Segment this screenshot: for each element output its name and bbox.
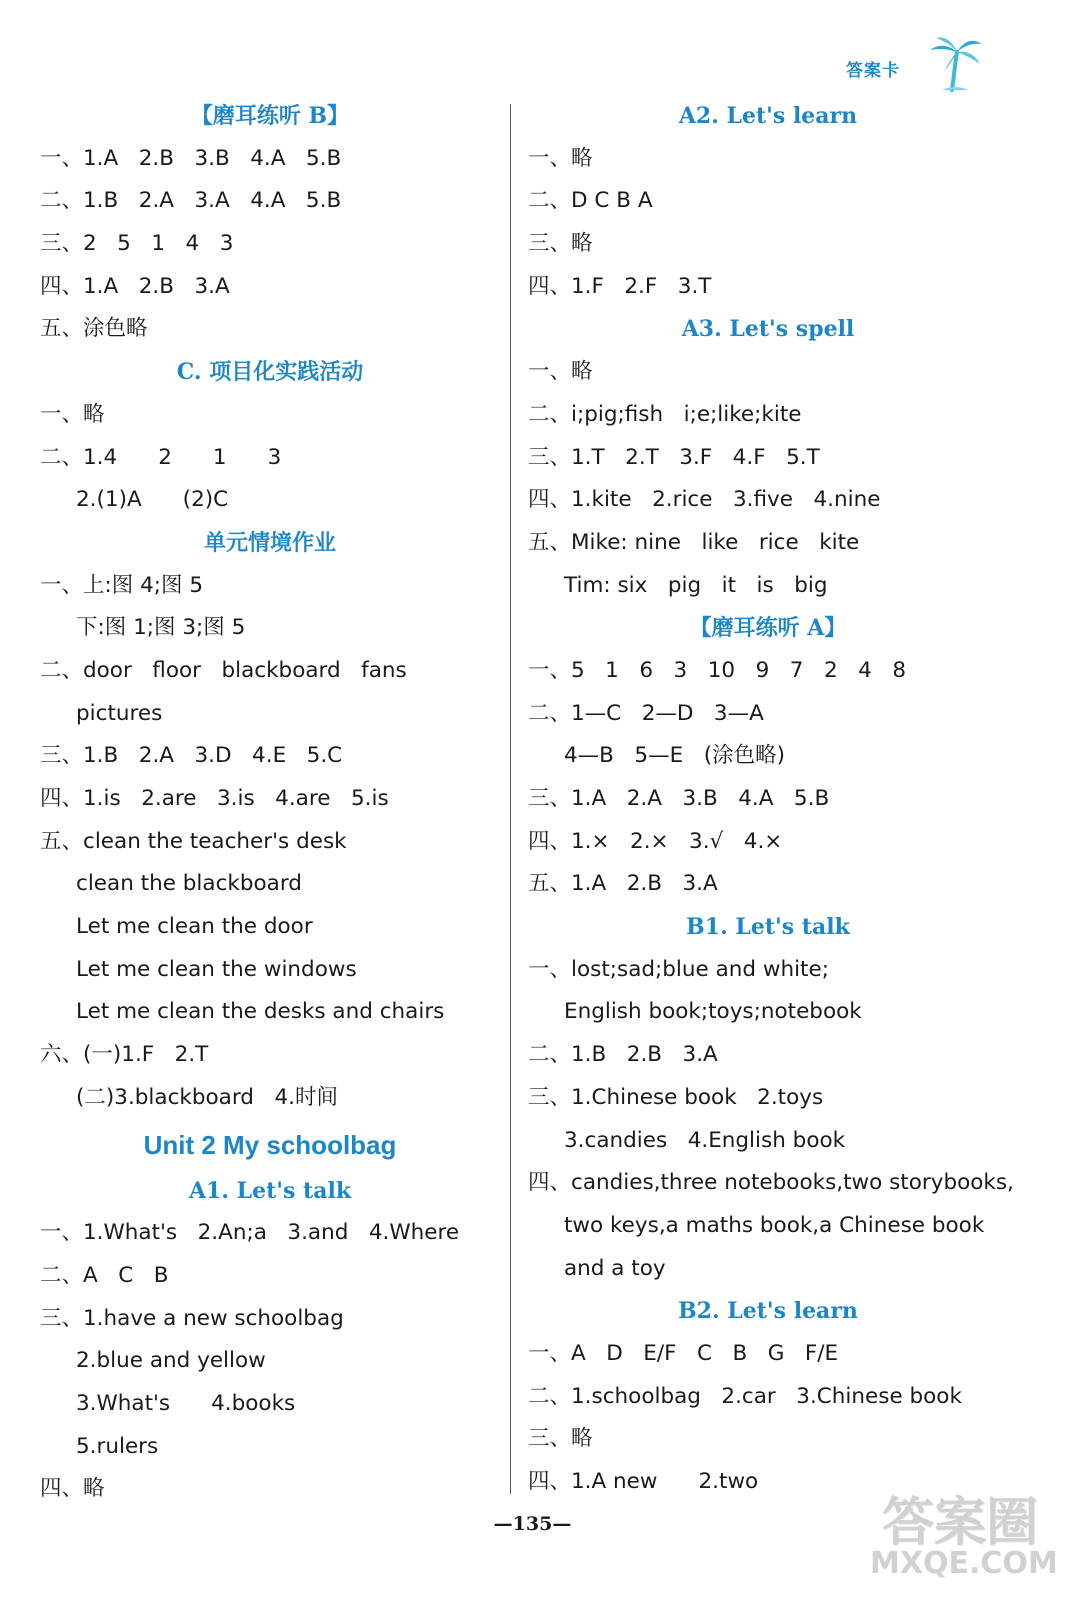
- answer-line-continued: and a toy: [564, 1255, 666, 1281]
- unit-title: Unit 2 My schoolbag: [143, 1129, 397, 1160]
- answer-line-continued: Let me clean the windows: [76, 956, 357, 982]
- section-heading: B1. Let's talk: [686, 914, 850, 941]
- answer-line: 二、i;pig;fish i;e;like;kite: [528, 401, 802, 427]
- section-heading: C. 项目化实践活动: [176, 359, 364, 386]
- answer-line: 三、1.A 2.A 3.B 4.A 5.B: [528, 786, 830, 811]
- answer-line: 二、door floor blackboard fans: [40, 657, 407, 683]
- left-answer-column: [40, 95, 500, 1511]
- answer-line-continued: 4—B 5—E (涂色略): [564, 743, 785, 769]
- answer-line: 三、2 5 1 4 3: [40, 231, 234, 257]
- answer-line: 二、1.B 2.A 3.A 4.A 5.B: [40, 188, 342, 214]
- column-divider: [510, 104, 511, 1494]
- answer-line: 四、1.A 2.B 3.A: [40, 273, 230, 299]
- answer-line: 一、略: [528, 359, 593, 385]
- answer-line: 二、1.4 2 1 3: [40, 444, 282, 470]
- answer-line-continued: 5.rulers: [76, 1433, 159, 1459]
- watermark-logo: [870, 1480, 1058, 1592]
- answer-line-continued: 3.What's 4.books: [76, 1390, 296, 1416]
- answer-line-continued: two keys,a maths book,a Chinese book: [564, 1212, 985, 1238]
- answer-line: 三、1.T 2.T 3.F 4.F 5.T: [528, 444, 820, 470]
- answer-line: 一、上:图 4;图 5: [40, 572, 204, 598]
- answer-line: 一、5 1 6 3 10 9 7 2 4 8: [528, 657, 906, 683]
- answer-line: 四、1.is 2.are 3.is 4.are 5.is: [40, 786, 389, 811]
- answer-line: 一、略: [528, 145, 593, 171]
- answer-line: 四、1.F 2.F 3.T: [528, 273, 712, 299]
- section-heading: A3. Let's spell: [681, 316, 855, 343]
- answer-line: 五、clean the teacher's desk: [40, 828, 347, 854]
- answer-line-continued: 2.blue and yellow: [76, 1348, 266, 1374]
- answer-line: 六、(一)1.F 2.T: [40, 1042, 209, 1068]
- section-heading: 单元情境作业: [203, 529, 336, 556]
- answer-line: 四、1.× 2.× 3.√ 4.×: [528, 828, 783, 854]
- answer-line-continued: Let me clean the door: [76, 914, 313, 940]
- answer-line: 五、Mike: nine like rice kite: [528, 529, 860, 555]
- answer-line: 三、略: [528, 1426, 593, 1452]
- section-heading: A2. Let's learn: [678, 103, 858, 129]
- answer-card-label: 答案卡: [846, 61, 900, 81]
- answer-line: 一、A D E/F C B G F/E: [528, 1340, 839, 1366]
- answer-line: 二、1—C 2—D 3—A: [528, 700, 764, 726]
- answer-line-continued: Tim: six pig it is big: [564, 572, 828, 598]
- answer-line: 二、1.schoolbag 2.car 3.Chinese book: [528, 1383, 962, 1409]
- answer-line-continued: 下:图 1;图 3;图 5: [76, 615, 246, 641]
- palm-tree-icon: [924, 36, 984, 92]
- answer-line-continued: 2.(1)A (2)C: [76, 487, 229, 513]
- answer-line-continued: Let me clean the desks and chairs: [76, 999, 445, 1025]
- section-heading: 【磨耳练听 A】: [689, 615, 847, 642]
- answer-line: 二、A C B: [40, 1262, 169, 1288]
- answer-line-continued: English book;toys;notebook: [564, 999, 862, 1025]
- answer-line: 三、1.Chinese book 2.toys: [528, 1084, 824, 1110]
- answer-line: 二、1.B 2.B 3.A: [528, 1042, 718, 1068]
- answer-line-continued: pictures: [76, 700, 163, 726]
- answer-line: 一、lost;sad;blue and white;: [528, 956, 829, 982]
- page-number: —135—: [493, 1513, 572, 1535]
- section-heading: 【磨耳练听 B】: [190, 103, 350, 129]
- answer-line-continued: clean the blackboard: [76, 871, 302, 897]
- section-heading: B2. Let's learn: [678, 1298, 858, 1325]
- right-answer-column: [528, 95, 1014, 1504]
- answer-line: 四、candies,three notebooks,two storybooks,: [528, 1170, 1014, 1196]
- answer-line-continued: (二)3.blackboard 4.时间: [76, 1084, 338, 1110]
- answer-line: 三、1.have a new schoolbag: [40, 1305, 344, 1331]
- answer-line: 五、1.A 2.B 3.A: [528, 871, 718, 897]
- watermark-bottom-text: MXQE.COM: [870, 1546, 1058, 1581]
- watermark-top-text: 答案圈: [881, 1493, 1038, 1553]
- answer-line: 四、1.kite 2.rice 3.five 4.nine: [528, 487, 881, 513]
- answer-line: 一、1.What's 2.An;a 3.and 4.Where: [40, 1220, 460, 1246]
- answer-line: 四、略: [40, 1476, 105, 1502]
- answer-line: 四、1.A new 2.two: [528, 1469, 759, 1494]
- answer-line: 三、1.B 2.A 3.D 4.E 5.C: [40, 743, 343, 769]
- answer-line: 一、略: [40, 401, 105, 427]
- section-heading: A1. Let's talk: [188, 1177, 352, 1204]
- answer-line: 一、1.A 2.B 3.B 4.A 5.B: [40, 145, 342, 171]
- answer-line: 二、D C B A: [528, 188, 653, 214]
- answer-line: 五、涂色略: [40, 316, 148, 342]
- answer-line-continued: 3.candies 4.English book: [564, 1127, 846, 1153]
- answer-line: 三、略: [528, 231, 593, 257]
